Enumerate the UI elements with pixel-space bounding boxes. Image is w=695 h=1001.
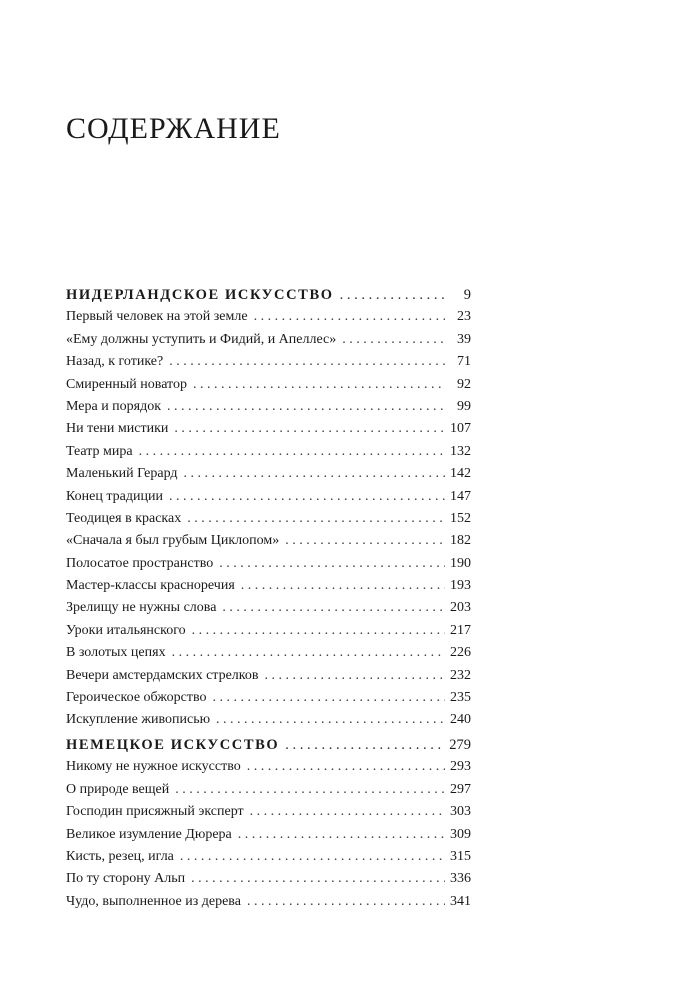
entry-title: О природе вещей <box>66 781 170 797</box>
toc-entry <box>66 530 471 552</box>
toc-entry <box>66 508 471 530</box>
toc-entry <box>66 374 471 396</box>
entry-page: 293 <box>450 759 471 775</box>
dot-leader <box>222 597 445 619</box>
entry-title: Маленький Герард <box>66 466 178 482</box>
entry-title: Мера и порядок <box>66 398 162 414</box>
entry-title: Героическое обжорство <box>66 690 207 706</box>
toc-entry <box>66 868 471 890</box>
dot-leader <box>191 868 445 890</box>
entry-title: Назад, к готике? <box>66 354 164 370</box>
section-heading <box>66 284 471 306</box>
entry-page: 142 <box>450 466 471 482</box>
dot-leader <box>187 508 445 530</box>
dot-leader <box>184 463 445 485</box>
entry-title: Уроки итальянского <box>66 622 186 638</box>
dot-leader <box>193 374 445 396</box>
dot-leader <box>285 734 445 756</box>
entry-title: Зрелищу не нужны слова <box>66 600 217 616</box>
dot-leader <box>247 756 445 778</box>
dot-leader <box>169 486 445 508</box>
dot-leader <box>285 530 445 552</box>
dot-leader <box>174 418 445 440</box>
toc-entry <box>66 642 471 664</box>
entry-page: 297 <box>450 781 471 797</box>
toc-entry <box>66 553 471 575</box>
dot-leader <box>180 846 445 868</box>
entry-title: Мастер-классы красноречия <box>66 578 235 594</box>
entry-page: 23 <box>457 309 471 325</box>
toc-entry <box>66 329 471 351</box>
entry-page: 107 <box>450 421 471 437</box>
page-title: СОДЕРЖАНИЕ <box>66 112 281 145</box>
entry-page: 232 <box>450 667 471 683</box>
section-heading <box>66 734 471 756</box>
entry-title: Теодицея в красках <box>66 510 182 526</box>
entry-title: Господин присяжный эксперт <box>66 804 244 820</box>
dot-leader <box>265 665 446 687</box>
dot-leader <box>254 306 445 328</box>
entry-page: 226 <box>450 645 471 661</box>
entry-page: 152 <box>450 510 471 526</box>
toc-entry <box>66 597 471 619</box>
entry-page: 217 <box>450 622 471 638</box>
entry-title: Чудо, выполненное из дерева <box>66 893 241 909</box>
toc-entry <box>66 463 471 485</box>
entry-title: Никому не нужное искусство <box>66 759 241 775</box>
toc-entry <box>66 620 471 642</box>
section-heading-page: 9 <box>463 287 471 303</box>
entry-title: Искупление живописью <box>66 712 211 728</box>
toc-section-netherlandish <box>66 284 471 732</box>
entry-page: 71 <box>457 354 471 370</box>
toc-entry <box>66 756 471 778</box>
entry-page: 336 <box>450 871 471 887</box>
entry-page: 303 <box>450 804 471 820</box>
entry-title: Ни тени мистики <box>66 421 169 437</box>
dot-leader <box>250 801 445 823</box>
section-heading-title: НЕМЕЦКОЕ ИСКУССТВО <box>66 737 280 753</box>
dot-leader <box>167 396 445 418</box>
section-heading-page: 279 <box>449 737 471 753</box>
section-heading-title: НИДЕРЛАНДСКОЕ ИСКУССТВО <box>66 287 334 303</box>
toc-entry <box>66 846 471 868</box>
entry-page: 99 <box>457 398 471 414</box>
entry-page: 309 <box>450 826 471 842</box>
dot-leader <box>172 642 445 664</box>
entry-title: «Сначала я был грубым Циклопом» <box>66 533 280 549</box>
entry-title: Кисть, резец, игла <box>66 848 174 864</box>
dot-leader <box>139 441 445 463</box>
entry-title: Театр мира <box>66 443 133 459</box>
entry-page: 235 <box>450 690 471 706</box>
dot-leader <box>219 553 445 575</box>
toc-entry <box>66 351 471 373</box>
entry-page: 240 <box>450 712 471 728</box>
toc-entry <box>66 441 471 463</box>
entry-title: Смиренный новатор <box>66 376 187 392</box>
entry-title: В золотых цепях <box>66 645 166 661</box>
dot-leader <box>216 709 445 731</box>
dot-leader <box>342 329 445 351</box>
entry-page: 39 <box>457 331 471 347</box>
entry-page: 132 <box>450 443 471 459</box>
entry-page: 341 <box>450 893 471 909</box>
entry-page: 147 <box>450 488 471 504</box>
entry-page: 203 <box>450 600 471 616</box>
toc-entry <box>66 709 471 731</box>
toc-entry <box>66 396 471 418</box>
toc-entry <box>66 486 471 508</box>
entry-title: По ту сторону Альп <box>66 871 186 887</box>
toc-entry <box>66 824 471 846</box>
toc-entry <box>66 801 471 823</box>
dot-leader <box>212 687 445 709</box>
entry-title: Первый человек на этой земле <box>66 309 248 325</box>
toc-entry <box>66 575 471 597</box>
toc-entry <box>66 687 471 709</box>
dot-leader <box>241 575 445 597</box>
dot-leader <box>238 824 445 846</box>
entry-title: «Ему должны уступить и Фидий, и Апеллес» <box>66 331 337 347</box>
dot-leader <box>340 284 445 306</box>
entry-page: 92 <box>457 376 471 392</box>
entry-title: Конец традиции <box>66 488 163 504</box>
entry-title: Вечери амстердамских стрелков <box>66 667 259 683</box>
dot-leader <box>175 779 445 801</box>
entry-page: 190 <box>450 555 471 571</box>
toc-entry <box>66 779 471 801</box>
toc-entry <box>66 891 471 913</box>
toc-entry <box>66 306 471 328</box>
entry-title: Великое изумление Дюрера <box>66 826 232 842</box>
dot-leader <box>247 891 445 913</box>
entry-page: 182 <box>450 533 471 549</box>
dot-leader <box>192 620 445 642</box>
toc-entry <box>66 665 471 687</box>
toc-section-german <box>66 734 471 913</box>
entry-page: 193 <box>450 578 471 594</box>
dot-leader <box>169 351 445 373</box>
entry-page: 315 <box>450 848 471 864</box>
entry-title: Полосатое пространство <box>66 555 214 571</box>
toc-entry <box>66 418 471 440</box>
